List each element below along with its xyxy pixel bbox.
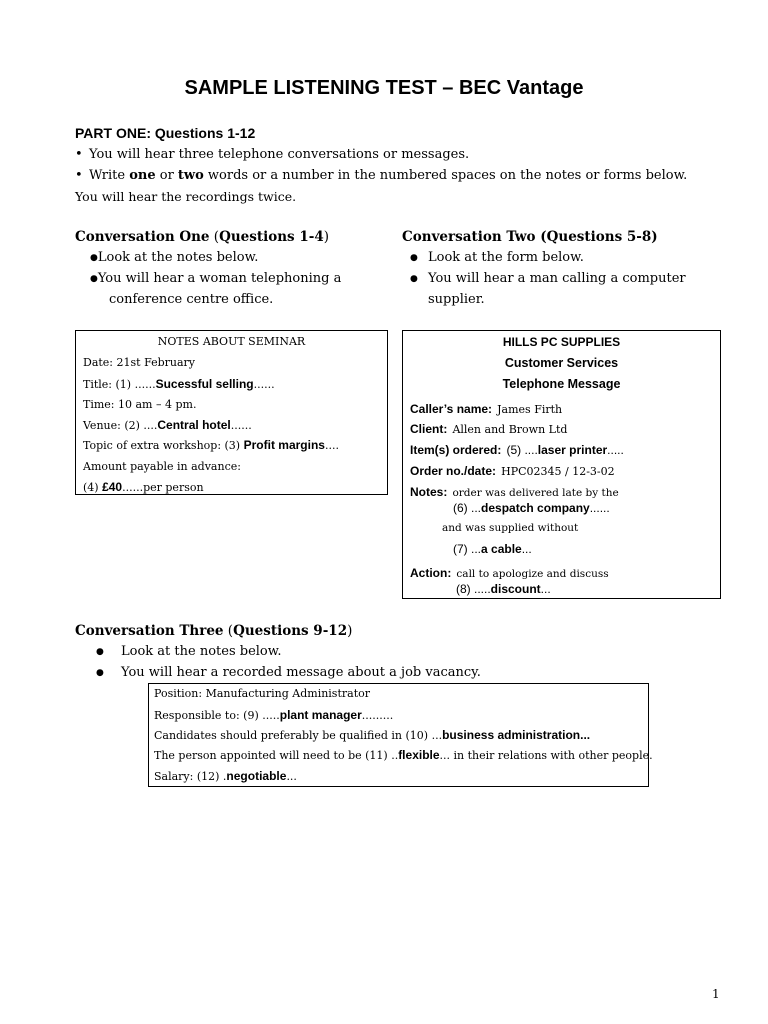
conv3-bullet-1-text: Look at the notes below.	[121, 644, 282, 659]
conv2-bullet-2-line1: You will hear a man calling a computer	[428, 271, 686, 286]
caller-value: James Firth	[497, 403, 563, 416]
text-segment: ... in their relations with other people.	[439, 749, 653, 762]
part-one-bullet-1-text: You will hear three telephone conversations or messages.	[89, 147, 470, 162]
bullet-dot-icon: ●	[96, 668, 104, 678]
q8-label: (8) .....	[456, 582, 491, 596]
bullet-dot-icon: ●	[90, 253, 98, 263]
q11-answer: flexible	[398, 748, 440, 762]
job-vacancy-box	[148, 683, 653, 787]
bullet-dot-icon: ●	[90, 274, 98, 284]
q1-answer: Sucessful selling	[155, 377, 254, 391]
conv2-bullet-1-text: Look at the form below.	[428, 250, 584, 265]
order-label: Order no./date:	[410, 464, 497, 478]
text-segment: or	[155, 168, 178, 183]
seminar-title-row	[83, 377, 275, 391]
q9-label: Responsible to: (9) .....	[154, 709, 280, 722]
bullet-dot-icon: ●	[410, 274, 418, 284]
part-one-questions: : Questions 1-12	[146, 125, 256, 141]
dots: ...	[540, 582, 551, 596]
q2-label: Venue: (2) ....	[83, 419, 158, 432]
text-bold-one: one	[129, 168, 156, 183]
q9-answer: plant manager	[279, 708, 362, 722]
q4-answer: £40	[102, 480, 123, 494]
recordings-note: You will hear the recordings twice.	[75, 189, 297, 204]
client-label: Client:	[410, 422, 448, 436]
supplied-without: and was supplied without	[442, 522, 579, 534]
conversation-one-heading	[75, 229, 329, 245]
order-row	[410, 460, 615, 479]
order-value: HPC02345 / 12-3-02	[501, 465, 615, 478]
paren: )	[323, 229, 329, 245]
page-number: 1	[712, 987, 720, 1001]
part-one-bullet-1	[75, 147, 469, 162]
dots: ......	[230, 419, 252, 432]
conv1-bullet-1	[90, 250, 258, 265]
seminar-amount-row	[83, 480, 204, 494]
telephone-message-header: Telephone Message	[502, 377, 621, 391]
seminar-venue-row	[83, 418, 252, 432]
client-value: Allen and Brown Ltd	[452, 423, 568, 436]
text-segment: words or a number in the numbered spaces on the notes or forms below.	[203, 168, 688, 183]
seminar-notes-box	[75, 330, 388, 495]
items-row	[410, 439, 624, 458]
conv1-bullet-2-line1: You will hear a woman telephoning a	[97, 271, 342, 286]
bullet-dot-icon: ●	[410, 253, 418, 263]
conv1-questions: Questions 1-4	[219, 229, 324, 245]
conv2-bullet-2-line2: supplier.	[428, 292, 485, 307]
dots: ......per person	[122, 481, 204, 494]
q8-answer: discount	[490, 582, 541, 596]
seminar-time: Time: 10 am – 4 pm.	[83, 398, 197, 411]
q7-row	[453, 542, 532, 556]
conv3-title: Conversation Three	[75, 623, 224, 639]
notes-value: order was delivered late by the	[452, 487, 619, 499]
q6-answer: despatch company	[481, 501, 590, 515]
page-title: SAMPLE LISTENING TEST – BEC Vantage	[184, 77, 584, 99]
text-segment: Write	[89, 168, 130, 183]
conv1-bullet-2-line2: conference centre office.	[109, 292, 274, 307]
seminar-date: Date: 21st February	[83, 356, 196, 369]
client-row	[410, 418, 567, 437]
conv3-bullet-2-text: You will hear a recorded message about a job vacancy.	[121, 665, 481, 680]
q2-answer: Central hotel	[157, 418, 231, 432]
part-one-bullet-2	[75, 168, 687, 183]
seminar-notes-title: NOTES ABOUT SEMINAR	[157, 335, 306, 348]
responsible-row	[154, 708, 393, 722]
paren: )	[347, 623, 353, 639]
q6-label: (6) ...	[453, 501, 482, 515]
conv2-bullet-2	[410, 271, 686, 286]
q7-answer: a cable	[481, 542, 522, 556]
conversation-two-heading: Conversation Two (Questions 5-8)	[402, 229, 658, 245]
candidates-row	[154, 728, 590, 742]
q12-answer: negotiable	[226, 769, 287, 783]
dots: .....	[607, 443, 624, 457]
seminar-amount: Amount payable in advance:	[83, 460, 241, 473]
caller-row	[410, 398, 562, 417]
seminar-topic-row	[83, 438, 339, 452]
conv1-bullet-1-text: Look at the notes below.	[97, 250, 259, 265]
notes-label: Notes:	[410, 485, 448, 499]
q1-label: Title: (1) ......	[83, 378, 156, 391]
salary-row	[154, 769, 297, 783]
dots: ......	[253, 378, 275, 391]
q10-label: Candidates should preferably be qualified in (10) ...	[154, 729, 443, 742]
q7-label: (7) ...	[453, 542, 482, 556]
telephone-message-box	[402, 330, 721, 599]
part-one-heading	[75, 125, 255, 141]
action-value: call to apologize and discuss	[456, 568, 609, 580]
q8-row	[456, 582, 551, 596]
conv3-bullet-1	[96, 644, 281, 659]
bullet-dot-icon: •	[75, 168, 83, 183]
conv1-title: Conversation One	[75, 229, 210, 245]
conv3-bullet-2	[96, 665, 481, 680]
dots: .........	[361, 709, 394, 722]
paren: (	[209, 229, 220, 245]
dots: ....	[324, 439, 339, 452]
hills-pc-header: HILLS PC SUPPLIES	[502, 335, 621, 349]
action-row	[410, 562, 609, 581]
customer-services-header: Customer Services	[504, 356, 619, 370]
caller-label: Caller’s name:	[410, 402, 493, 416]
conv3-questions: Questions 9-12	[233, 623, 348, 639]
conv1-bullet-2	[90, 271, 341, 286]
action-label: Action:	[410, 566, 452, 580]
dots: ...	[521, 542, 532, 556]
bullet-dot-icon: ●	[96, 647, 104, 657]
items-label: Item(s) ordered:	[410, 443, 502, 457]
conv2-bullet-1	[410, 250, 584, 265]
q12-label: Salary: (12) .	[154, 770, 227, 783]
q10-answer: business administration...	[442, 728, 591, 742]
person-row	[154, 748, 653, 762]
position-row: Position: Manufacturing Administrator	[154, 687, 370, 700]
q3-answer: Profit margins	[243, 438, 325, 452]
q11-label: The person appointed will need to be (11) ..	[154, 749, 399, 762]
q6-row	[453, 501, 610, 515]
bullet-dot-icon: •	[75, 147, 83, 162]
conversation-three-heading	[75, 623, 352, 639]
dots: ...	[286, 770, 297, 783]
q4-label: (4)	[83, 481, 103, 494]
q3-label: Topic of extra workshop: (3)	[83, 439, 244, 452]
text-bold-two: two	[177, 168, 204, 183]
q5-label: (5) ....	[506, 443, 538, 457]
dots: ......	[589, 501, 610, 515]
paren: (	[223, 623, 234, 639]
q5-answer: laser printer	[537, 443, 608, 457]
part-one-label: PART ONE	[75, 125, 147, 141]
notes-row	[410, 481, 619, 500]
